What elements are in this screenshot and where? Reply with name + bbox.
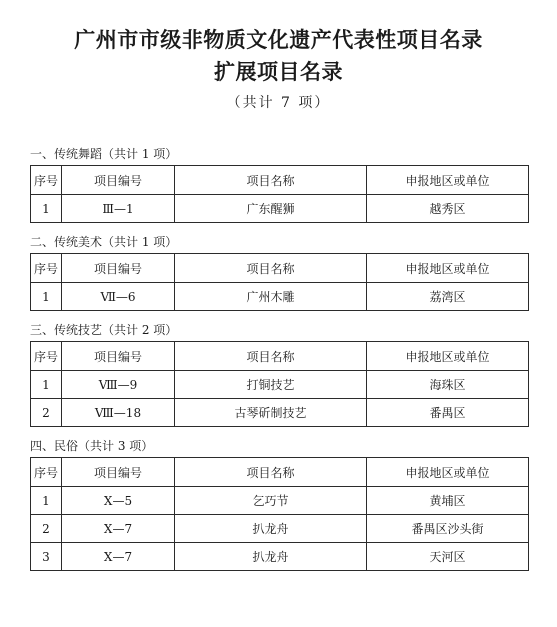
cell-code: Ⅷ—9: [62, 371, 175, 399]
table-row: [31, 487, 529, 515]
cell-no: 2: [31, 515, 62, 543]
section-title: 二、传统美术（共计 1 项）: [30, 235, 178, 249]
header-name: 项目名称: [175, 342, 367, 371]
cell-name: 打铜技艺: [175, 371, 367, 399]
header-no: 序号: [31, 342, 62, 371]
page-subtitle: 扩展项目名录: [214, 59, 343, 84]
cell-name: 广东醒狮: [175, 195, 367, 223]
table-row: [31, 543, 529, 571]
cell-no: 2: [31, 399, 62, 427]
cell-region: 番禺区沙头街: [367, 515, 529, 543]
page-title: 广州市市级非物质文化遗产代表性项目名录: [74, 27, 483, 52]
header-region: 申报地区或单位: [367, 254, 529, 283]
cell-region: 海珠区: [367, 371, 529, 399]
table-header-row: [31, 342, 529, 371]
header-code: 项目编号: [62, 166, 175, 195]
section-folk-custom: [30, 439, 528, 571]
table-row: [31, 283, 529, 311]
table-row: [31, 515, 529, 543]
header-no: 序号: [31, 458, 62, 487]
cell-code: Ⅷ—18: [62, 399, 175, 427]
header-region: 申报地区或单位: [367, 342, 529, 371]
header-name: 项目名称: [175, 254, 367, 283]
cell-no: 1: [31, 283, 62, 311]
cell-name: 古琴斫制技艺: [175, 399, 367, 427]
table-header-row: [31, 254, 529, 283]
header-region: 申报地区或单位: [367, 166, 529, 195]
cell-name: 扒龙舟: [175, 543, 367, 571]
project-table: [30, 341, 529, 427]
cell-code: Ⅲ—1: [62, 195, 175, 223]
table-row: [31, 399, 529, 427]
section-title: 四、民俗（共计 3 项）: [30, 439, 154, 453]
header-code: 项目编号: [62, 458, 175, 487]
table-row: [31, 371, 529, 399]
header-name: 项目名称: [175, 166, 367, 195]
cell-name: 广州木雕: [175, 283, 367, 311]
cell-region: 天河区: [367, 543, 529, 571]
cell-code: Ⅹ—5: [62, 487, 175, 515]
table-header-row: [31, 458, 529, 487]
cell-code: Ⅶ—6: [62, 283, 175, 311]
header-code: 项目编号: [62, 342, 175, 371]
cell-region: 荔湾区: [367, 283, 529, 311]
section-traditional-art: [30, 235, 528, 311]
project-table: [30, 165, 529, 223]
table-row: [31, 195, 529, 223]
cell-no: 1: [31, 487, 62, 515]
section-traditional-dance: [30, 147, 528, 223]
header-no: 序号: [31, 166, 62, 195]
header-region: 申报地区或单位: [367, 458, 529, 487]
header-no: 序号: [31, 254, 62, 283]
project-table: [30, 253, 529, 311]
header-code: 项目编号: [62, 254, 175, 283]
section-title: 一、传统舞蹈（共计 1 项）: [30, 147, 178, 161]
section-title: 三、传统技艺（共计 2 项）: [30, 323, 178, 337]
cell-code: Ⅹ—7: [62, 515, 175, 543]
table-header-row: [31, 166, 529, 195]
cell-no: 1: [31, 371, 62, 399]
cell-region: 越秀区: [367, 195, 529, 223]
header-name: 项目名称: [175, 458, 367, 487]
cell-no: 1: [31, 195, 62, 223]
project-table: [30, 457, 529, 571]
cell-no: 3: [31, 543, 62, 571]
cell-region: 黄埔区: [367, 487, 529, 515]
cell-region: 番禺区: [367, 399, 529, 427]
cell-code: Ⅹ—7: [62, 543, 175, 571]
cell-name: 乞巧节: [175, 487, 367, 515]
section-traditional-craft: [30, 323, 528, 427]
total-count: （共计 7 项）: [226, 95, 331, 111]
cell-name: 扒龙舟: [175, 515, 367, 543]
